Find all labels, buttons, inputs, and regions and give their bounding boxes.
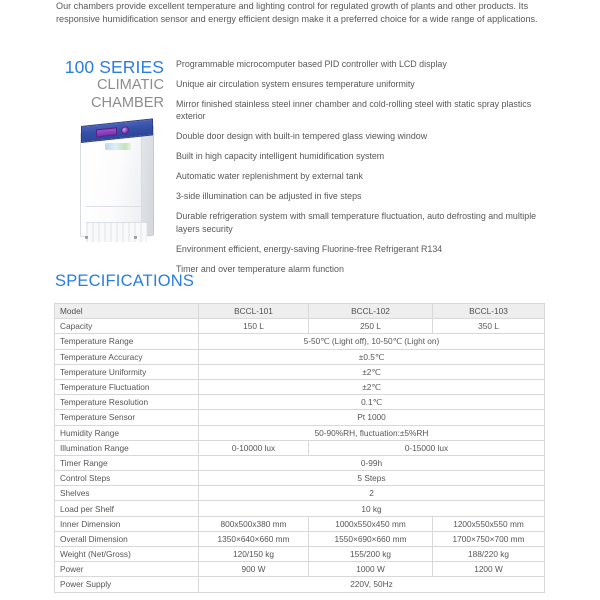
table-row (55, 379, 545, 394)
row-value-model-1: 900 W (199, 562, 309, 577)
row-label: Overall Dimension (55, 531, 199, 546)
table-row (55, 349, 545, 364)
row-label: Load per Shelf (55, 501, 199, 516)
table-header-row (55, 304, 545, 319)
row-label: Temperature Uniformity (55, 364, 199, 379)
row-value-model-3: 1200 W (433, 562, 545, 577)
row-value-all-models: 2 (199, 486, 545, 501)
row-value-model-2: 1550×690×660 mm (309, 531, 433, 546)
row-label: Weight (Net/Gross) (55, 547, 199, 562)
row-value-model-3: 1200x550x550 mm (433, 516, 545, 531)
control-dial-icon (121, 126, 129, 135)
table-row (55, 364, 545, 379)
table-row (55, 425, 545, 440)
row-value-model-1: 0-10000 lux (199, 440, 309, 455)
chamber-foot-left (85, 236, 88, 239)
row-value-all-models: ±2℃ (199, 364, 545, 379)
feature-item: Programmable microcomputer based PID controller with LCD display (176, 59, 447, 69)
row-label: Temperature Fluctuation (55, 379, 199, 394)
row-label: Illumination Range (55, 440, 199, 455)
row-label: Timer Range (55, 455, 199, 470)
table-row (55, 516, 545, 531)
table-row (55, 319, 545, 334)
row-label: Power (55, 562, 199, 577)
table-row (55, 547, 545, 562)
feature-item: 3-side illumination can be adjusted in five steps (176, 191, 362, 202)
row-label: Control Steps (55, 471, 199, 486)
row-label: Temperature Accuracy (55, 349, 199, 364)
table-row (55, 577, 545, 592)
feature-item: Built in high capacity intelligent humidification system (176, 151, 385, 162)
chamber-door-seam (86, 206, 147, 207)
row-label: Shelves (55, 486, 199, 501)
table-row (55, 501, 545, 516)
feature-item: Mirror finished stainless steel inner chamber and cold-rolling steel with static spray plastics exterior (176, 99, 532, 122)
table-row (55, 334, 545, 349)
row-label: Temperature Range (55, 334, 199, 349)
row-value-all-models: 0.1℃ (199, 395, 545, 410)
feature-item: Durable refrigeration system with small temperature fluctuation, auto defrosting and multiple layers security (176, 211, 537, 234)
row-value-model-3: 350 L (433, 319, 545, 334)
spec-table-body (55, 319, 545, 592)
row-label: Temperature Sensor (55, 410, 199, 425)
table-row (55, 531, 545, 546)
spec-table-head (55, 304, 545, 319)
feature-item: Environment efficient, energy-saving Fluorine-free Refrigerant R134 (176, 243, 443, 254)
header-model-3: BCCL-103 (433, 304, 545, 319)
row-value-model-2: 250 L (309, 319, 433, 334)
row-value-model-1: 1350×640×660 mm (199, 531, 309, 546)
row-label: Inner Dimension (55, 516, 199, 531)
row-value-all-models: 5-50℃ (Light off), 10-50℃ (Light on) (199, 334, 545, 349)
feature-list (176, 58, 556, 283)
row-label: Power Supply (55, 577, 199, 592)
row-value-all-models: 10 kg (199, 501, 545, 516)
feature-item: Timer and over temperature alarm function (176, 263, 344, 274)
table-row (55, 562, 545, 577)
product-name-line-1: CLIMATIC (96, 77, 164, 93)
row-label: Capacity (55, 319, 199, 334)
row-value-all-models: ±2℃ (199, 379, 545, 394)
table-row (55, 486, 545, 501)
row-value-all-models: Pt 1000 (199, 410, 545, 425)
row-value-all-models: 50-90%RH, fluctuation:±5%RH (199, 425, 545, 440)
row-label: Temperature Resolution (55, 395, 199, 410)
intro-paragraph: Our chambers provide excellent temperature and lighting control for regulated growth of plants and other products. Its responsive humidification sensor and energy efficient design make it a preferred choice for a wide range of applications. (56, 1, 538, 25)
row-value-all-models: 220V, 50Hz (199, 577, 545, 592)
chamber-brand-logo (105, 143, 131, 150)
row-value-all-models: ±0.5℃ (199, 349, 545, 364)
chamber-base-grille (86, 222, 147, 242)
product-image-climatic-chamber (76, 124, 162, 238)
row-value-model-1: 120/150 kg (199, 547, 309, 562)
product-title-block (36, 57, 164, 112)
row-value-model-2: 1000x550x450 mm (309, 516, 433, 531)
header-model-2: BCCL-102 (309, 304, 433, 319)
header-model-1: BCCL-101 (199, 304, 309, 319)
row-value-model-1: 800x500x380 mm (199, 516, 309, 531)
table-row (55, 410, 545, 425)
header-model-label: Model (55, 304, 199, 319)
row-value-model-1: 150 L (199, 319, 309, 334)
row-label: Humidity Range (55, 425, 199, 440)
feature-item: Automatic water replenishment by external tank (176, 171, 363, 182)
specifications-heading: SPECIFICATIONS (55, 272, 195, 290)
chamber-foot-right (134, 236, 137, 239)
table-row (55, 471, 545, 486)
chamber-side-panel (140, 126, 154, 237)
table-row (55, 455, 545, 470)
row-value-model-2: 1000 W (309, 562, 433, 577)
row-value-model-3: 1700×750×700 mm (433, 531, 545, 546)
specifications-table (54, 303, 545, 593)
row-value-all-models: 0-99h (199, 455, 545, 470)
row-value-model-2: 155/200 kg (309, 547, 433, 562)
lcd-display-icon (96, 127, 117, 137)
feature-item: Double door design with built-in tempered glass viewing window (176, 131, 428, 142)
product-series-title: 100 SERIES (64, 57, 164, 77)
table-row (55, 440, 545, 455)
feature-item: Unique air circulation system ensures temperature uniformity (176, 79, 415, 89)
row-value-all-models: 5 Steps (199, 471, 545, 486)
table-row (55, 395, 545, 410)
row-value-model-3: 188/220 kg (433, 547, 545, 562)
product-name-line-2: CHAMBER (91, 94, 164, 111)
row-value-models-2-3: 0-15000 lux (309, 440, 545, 455)
